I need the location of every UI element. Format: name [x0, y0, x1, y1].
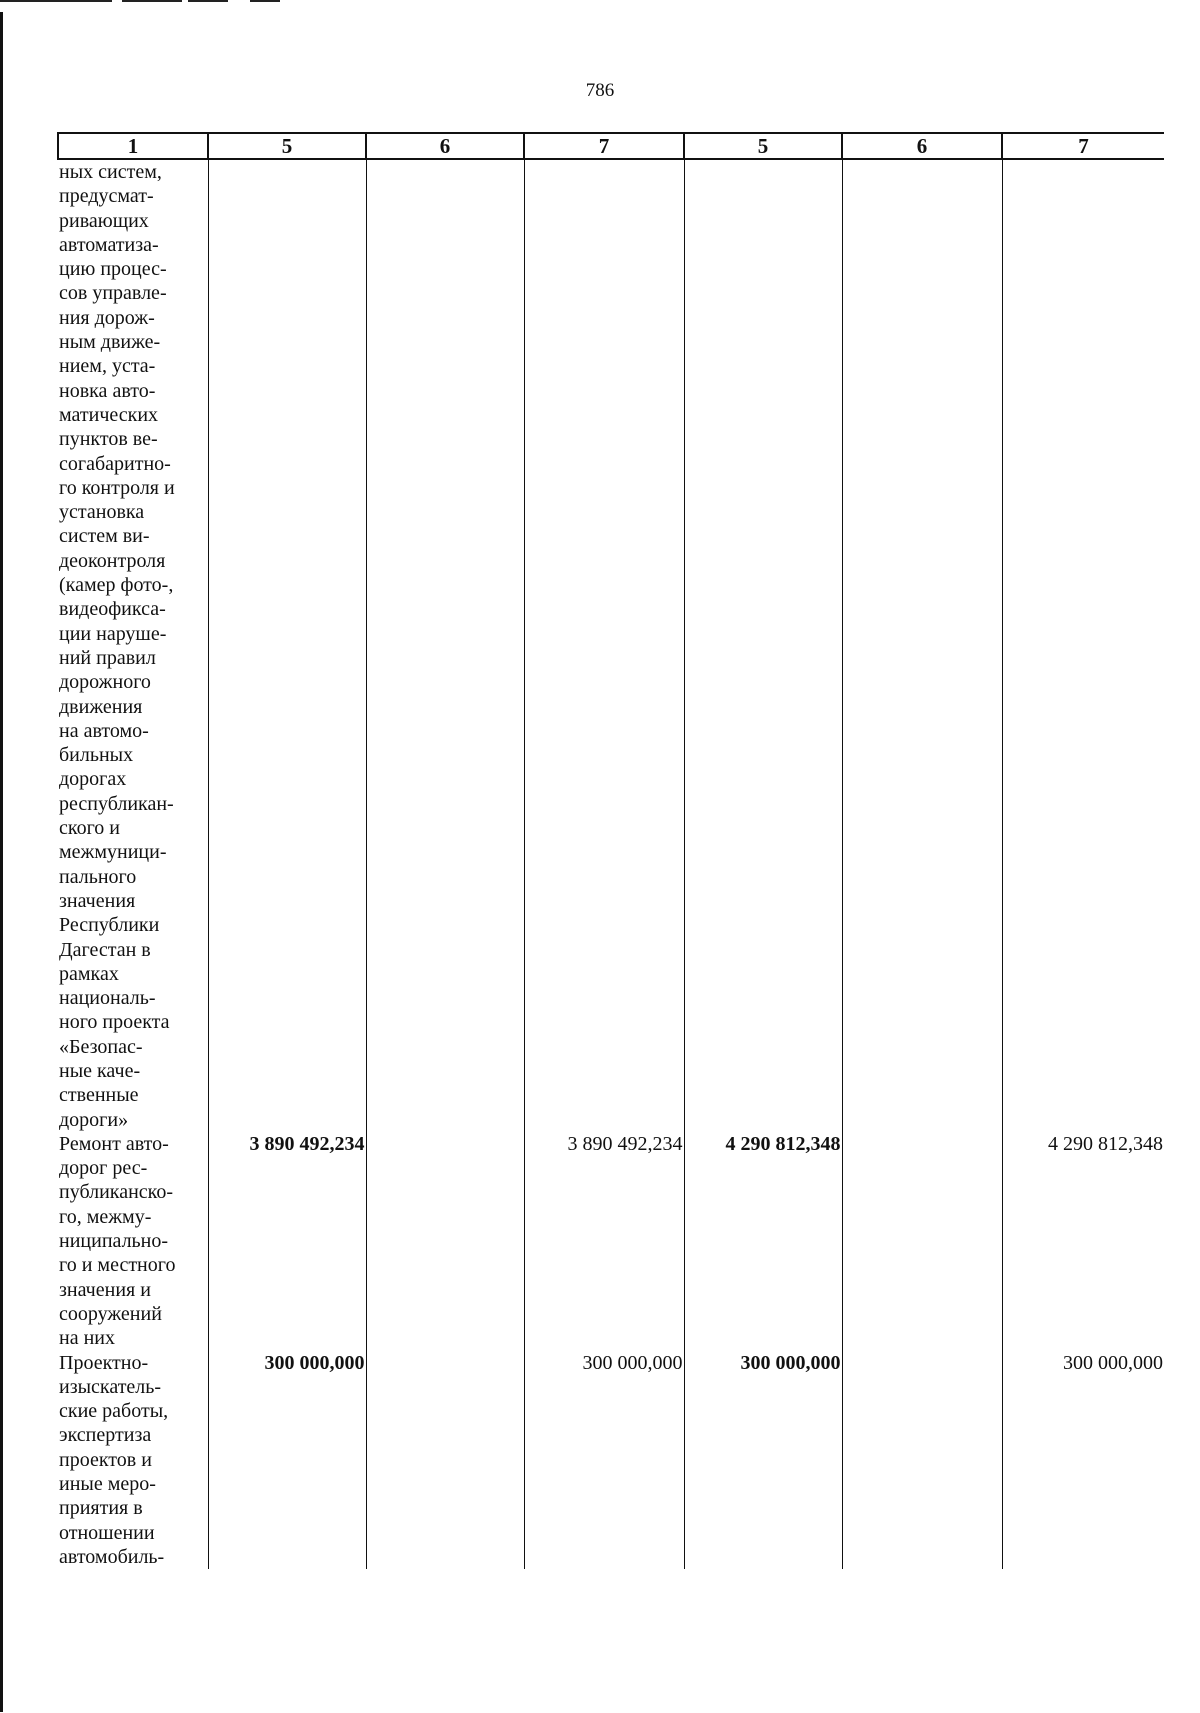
description-line: межмуници-	[59, 841, 167, 864]
description-line: «Безопас-	[59, 1035, 143, 1058]
cell-value	[524, 159, 684, 1132]
column-header: 6	[842, 133, 1002, 159]
description-line: цию процес-	[59, 258, 167, 281]
cell-value	[366, 159, 524, 1132]
description-line: ний правил	[59, 646, 156, 669]
description-line: значения и	[59, 1278, 151, 1301]
description-line: дороги»	[59, 1108, 129, 1131]
column-header: 7	[524, 133, 684, 159]
description-line: нием, уста-	[59, 355, 156, 378]
column-header: 5	[684, 133, 842, 159]
description-line: экспертиза	[59, 1424, 152, 1447]
description-line: ственные	[59, 1084, 139, 1107]
description-line: видеофикса-	[59, 598, 166, 621]
description-line: го, межму-	[59, 1205, 152, 1228]
description-line: ного проекта	[59, 1011, 170, 1034]
description-line: приятия в	[59, 1497, 143, 1520]
description-line: ниципально-	[59, 1230, 169, 1253]
description-line: ции наруше-	[59, 622, 167, 645]
description-line: рамках	[59, 962, 119, 985]
description-line: изыскатель-	[59, 1375, 162, 1398]
cell-value	[208, 159, 366, 1132]
cell-value: 4 290 812,348	[684, 1132, 842, 1351]
row-description	[58, 1351, 208, 1570]
description-line: новка авто-	[59, 379, 156, 402]
page-number: 786	[585, 80, 615, 101]
scan-artifact-line	[250, 0, 280, 2]
description-line: значения	[59, 889, 136, 912]
description-line: ского и	[59, 817, 120, 840]
description-line: сооружений	[59, 1302, 162, 1325]
cell-value	[842, 1351, 1002, 1570]
column-header: 1	[58, 133, 208, 159]
description-line: ных систем,	[59, 161, 162, 183]
scan-artifact-line	[188, 0, 228, 2]
cell-value: 300 000,000	[1002, 1351, 1164, 1570]
description-line: го и местного	[59, 1254, 176, 1277]
cell-value: 4 290 812,348	[1002, 1132, 1164, 1351]
scan-artifact-line	[122, 0, 182, 2]
description-line: ные каче-	[59, 1059, 141, 1082]
description-line: Ремонт авто-	[59, 1132, 169, 1155]
description-line: деоконтроля	[59, 549, 166, 572]
scan-artifact-line	[0, 0, 112, 2]
table-row	[58, 159, 1164, 1132]
description-line: националь-	[59, 987, 156, 1010]
column-header: 7	[1002, 133, 1164, 159]
description-line: публиканско-	[59, 1181, 174, 1204]
cell-value	[366, 1132, 524, 1351]
column-header: 5	[208, 133, 366, 159]
budget-table	[57, 132, 1164, 1569]
table-header-row	[58, 133, 1164, 159]
row-description	[58, 159, 208, 1132]
column-header: 6	[366, 133, 524, 159]
row-description	[58, 1132, 208, 1351]
description-line: Дагестан в	[59, 938, 151, 961]
description-line: дорожного	[59, 671, 151, 694]
description-line: бильных	[59, 744, 134, 767]
description-line: отношении	[59, 1521, 155, 1544]
cell-value	[684, 159, 842, 1132]
cell-value: 3 890 492,234	[524, 1132, 684, 1351]
table-body	[58, 159, 1164, 1569]
cell-value: 300 000,000	[684, 1351, 842, 1570]
cell-value	[366, 1351, 524, 1570]
description-line: ские работы,	[59, 1400, 169, 1423]
description-line: на них	[59, 1327, 115, 1350]
description-line: на автомо-	[59, 719, 149, 742]
scan-left-border	[0, 12, 3, 1712]
cell-value	[1002, 159, 1164, 1132]
description-line: ным движе-	[59, 331, 161, 354]
description-line: автоматиза-	[59, 233, 159, 256]
description-line: пунктов ве-	[59, 428, 158, 451]
description-line: дорогах	[59, 768, 127, 791]
description-line: республикан-	[59, 792, 174, 815]
description-line: (камер фото-,	[59, 574, 174, 597]
description-line: предусмат-	[59, 185, 154, 208]
description-line: движения	[59, 695, 143, 718]
table-row	[58, 1132, 1164, 1351]
description-line: проектов и	[59, 1448, 152, 1471]
description-line: установка	[59, 501, 145, 524]
description-line: Проектно-	[59, 1351, 149, 1374]
description-line: го контроля и	[59, 476, 175, 499]
description-line: систем ви-	[59, 525, 150, 548]
description-line: автомобиль-	[59, 1545, 165, 1568]
cell-value: 300 000,000	[524, 1351, 684, 1570]
description-line: сов управле-	[59, 282, 167, 305]
cell-value	[842, 159, 1002, 1132]
description-line: согабаритно-	[59, 452, 171, 475]
table-row	[58, 1351, 1164, 1570]
cell-value	[842, 1132, 1002, 1351]
description-line: матических	[59, 403, 159, 426]
description-line: дорог рес-	[59, 1157, 148, 1180]
cell-value: 300 000,000	[208, 1351, 366, 1570]
description-line: иные меро-	[59, 1473, 156, 1496]
description-line: пального	[59, 865, 137, 888]
cell-value: 3 890 492,234	[208, 1132, 366, 1351]
description-line: Республики	[59, 914, 160, 937]
description-line: ривающих	[59, 209, 149, 232]
description-line: ния дорож-	[59, 306, 155, 329]
